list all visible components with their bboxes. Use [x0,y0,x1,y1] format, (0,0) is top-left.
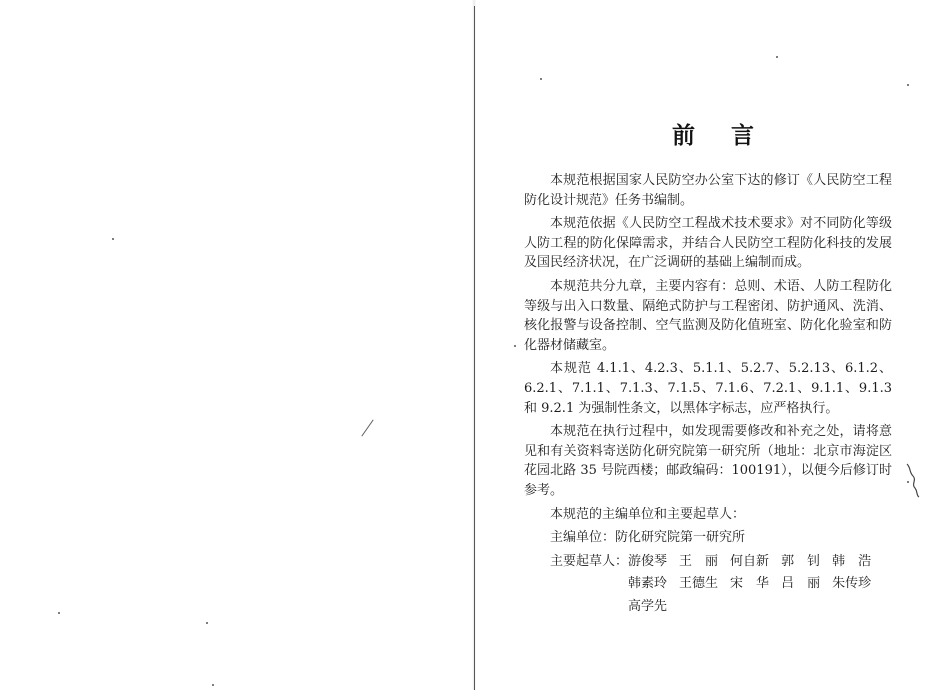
scan-speck [776,56,778,58]
scan-edge-mark [905,462,921,498]
mandatory-clauses: 4.1.1、4.2.3、5.1.1、5.2.7、5.2.13、6.1.2、6.2.1、7.1.1、7.1.3、7.1.5、7.1.6、7.2.1、9.1.1、9.1.3 和 9.2.1 [524,361,892,416]
units-intro: 本规范的主编单位和主要起草人： [550,506,746,522]
chief-unit-label: 主编单位： [550,530,616,546]
drafter-name: 吕 丽 [781,576,821,592]
drafter-name: 宋 华 [730,576,770,592]
drafter-name: 韩素玲 [628,576,668,592]
drafter-name: 王 丽 [679,553,719,569]
drafter-name: 王德生 [679,576,719,592]
scan-speck [540,78,542,80]
paragraph-mandatory [524,359,892,418]
drafters-list [628,552,883,617]
drafter-name: 何自新 [730,553,770,569]
paragraph-feedback: 本规范在执行过程中，如发现需要修改和补充之处，请将意见和有关资料寄送防化研究院第一研究所（地址：北京市海淀区花园北路 35 号院西楼；邮政编码：100191），以便今后修订时参考。 [524,424,892,498]
preface-body [524,171,892,616]
drafters-label: 主要起草人： [550,553,629,569]
drafters-block [550,552,892,617]
drafter-name: 韩 浩 [832,553,872,569]
scan-speck [112,238,114,240]
chief-unit-line [524,528,892,548]
left-blank-page [0,0,474,690]
drafter-name: 朱传珍 [832,576,872,592]
paragraph-requirements: 本规范依据《人民防空工程战术技术要求》对不同防化等级人防工程的防化保障需求，并结合人民防空工程防化科技的发展及国民经济状况，在广泛调研的基础上编制而成。 [524,216,892,271]
drafter-name: 郭 钊 [781,553,821,569]
mandatory-prefix: 本规范 [550,361,597,377]
page-title: 前 言 [672,123,769,149]
drafter-name: 游俊琴 [628,553,668,569]
paragraph-contents: 本规范共分九章，主要内容有：总则、术语、人防工程防化等级与出入口数量、隔绝式防护与工程密闭、防护通风、洗消、核化报警与设备控制、空气监测及防化值班室、防化化验室和防化器材储藏室。 [524,278,892,353]
scan-speck [514,345,516,347]
drafter-name: 高学先 [628,598,668,614]
mandatory-suffix: 为强制性条文，以黑体字标志，应严格执行。 [574,400,839,416]
scan-speck [206,622,208,624]
chief-unit-name: 防化研究院第一研究所 [615,530,746,546]
scan-speck [212,684,214,686]
paragraph-basis: 本规范根据国家人民防空办公室下达的修订《人民防空工程防化设计规范》任务书编制。 [524,173,892,208]
scan-speck [907,84,909,86]
book-gutter [474,6,475,690]
scan-speck [58,612,60,614]
